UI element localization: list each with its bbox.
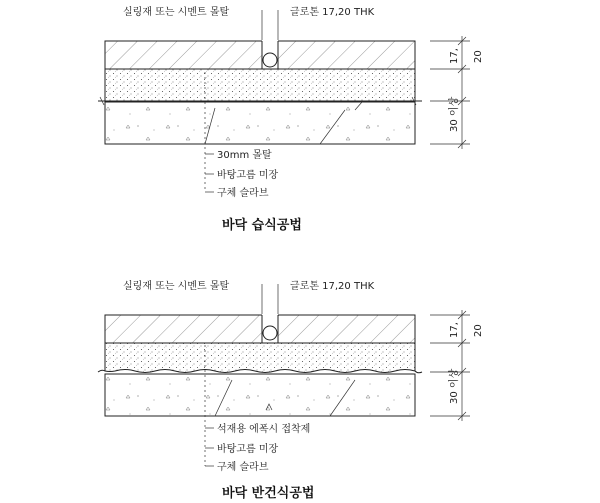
dim-stone-label: 17, bbox=[449, 48, 460, 64]
diagram-title: 바닥 반건식공법 bbox=[222, 486, 315, 501]
diagram-semi-dry-method bbox=[98, 279, 484, 501]
stone-layer bbox=[105, 315, 415, 343]
granite-label: 글로톤 17,20 THK bbox=[290, 281, 375, 292]
dim-stone-label-2: 20 bbox=[473, 50, 484, 63]
slab-layer bbox=[105, 102, 415, 144]
diagram-wet-method bbox=[98, 5, 484, 233]
callout-1: 30mm 몰탈 bbox=[217, 150, 272, 161]
callout-2: 바탕고름 미장 bbox=[217, 170, 279, 181]
sealant-rod bbox=[263, 53, 277, 67]
callout-1: 석재용 에폭시 접착제 bbox=[217, 424, 311, 435]
mortar-layer bbox=[105, 343, 415, 373]
slab-layer bbox=[105, 374, 415, 416]
stone-layer bbox=[105, 41, 415, 69]
sealant-label: 실링재 또는 시멘트 몰탈 bbox=[123, 281, 230, 292]
sealant-rod bbox=[263, 326, 277, 340]
diagram-title: 바닥 습식공법 bbox=[222, 218, 302, 233]
mortar-layer bbox=[105, 69, 415, 101]
sealant-label: 실링재 또는 시멘트 몰탈 bbox=[123, 7, 230, 18]
dim-base-label: 30 이상 bbox=[449, 96, 460, 132]
callout-2: 바탕고름 미장 bbox=[217, 444, 279, 455]
callout-3: 구체 슬라브 bbox=[217, 188, 269, 199]
callout-3: 구체 슬라브 bbox=[217, 462, 269, 473]
granite-label: 글로톤 17,20 THK bbox=[290, 7, 375, 18]
dim-stone-label-2: 20 bbox=[473, 324, 484, 337]
dim-stone-label: 17, bbox=[449, 322, 460, 338]
dim-base-label: 30 이상 bbox=[449, 368, 460, 404]
